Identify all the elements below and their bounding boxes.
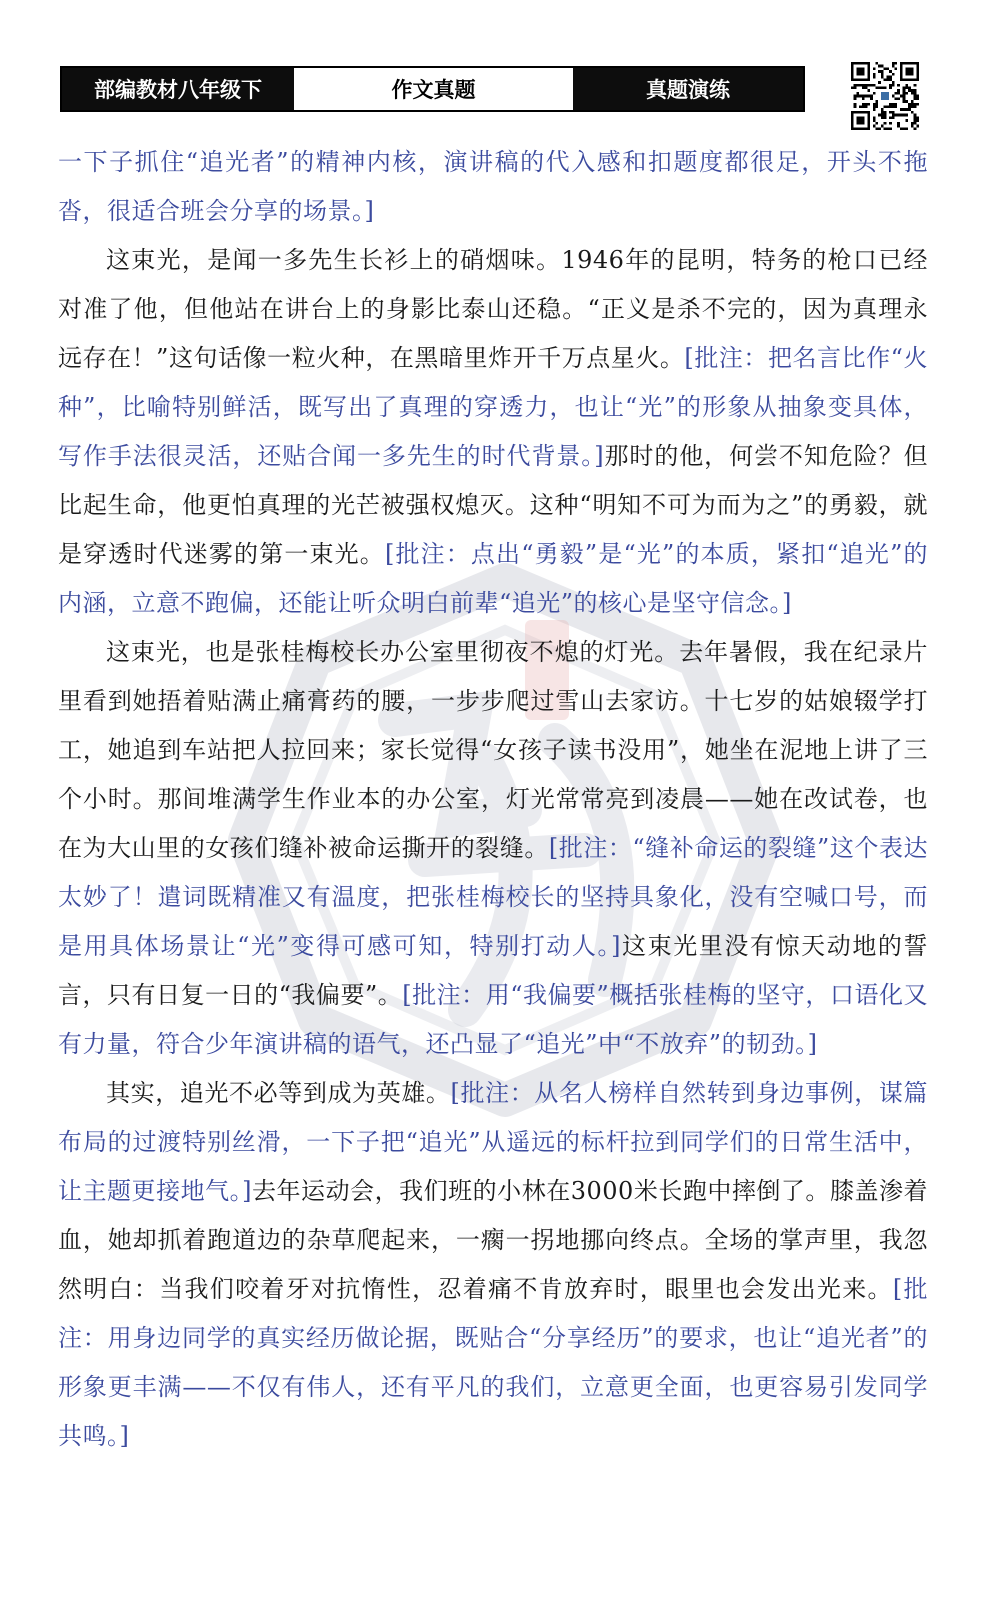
essay-paragraph bbox=[58, 138, 928, 236]
annotation-text: [批注：从名人榜样自然转到身边事例，谋篇布局的过渡特别丝滑，一下子把“追光”从遥远的标杆拉到同学们的日常生活中，让主题更接地气。] bbox=[58, 1079, 928, 1205]
essay-paragraph bbox=[58, 628, 928, 1069]
body-text: 这束光，是闻一多先生长衫上的硝烟味。1946年的昆明，特务的枪口已经对准了他，但他站在讲台上的身影比泰山还稳。“正义是杀不完的，因为真理永远存在！”这句话像一粒火种，在黑暗里炸开千万点星火。 bbox=[58, 246, 928, 372]
annotation-text: [批注：用“我偏要”概括张桂梅的坚守，口语化又有力量，符合少年演讲稿的语气，还凸显了“追光”中“不放弃”的韧劲。] bbox=[58, 981, 928, 1058]
header-grade-label: 部编教材八年级下 bbox=[62, 68, 294, 110]
annotation-text: [批注：点出“勇毅”是“光”的本质，紧扣“追光”的内涵，立意不跑偏，还能让听众明白前辈“追光”的核心是坚守信念。] bbox=[58, 540, 928, 617]
annotation-text: [批注：用身边同学的真实经历做论据，既贴合“分享经历”的要求，也让“追光者”的形象更丰满——不仅有伟人，还有平凡的我们，立意更全面，也更容易引发同学共鸣。] bbox=[58, 1275, 928, 1450]
header-section-title: 作文真题 bbox=[294, 68, 573, 110]
body-text: 其实，追光不必等到成为英雄。 bbox=[106, 1079, 451, 1107]
header-bar bbox=[60, 66, 805, 112]
essay-content bbox=[58, 138, 928, 1461]
body-text: 这束光里没有惊天动地的誓言，只有日复一日的“我偏要”。 bbox=[58, 932, 928, 1009]
annotation-text: 一下子抓住“追光者”的精神内核，演讲稿的代入感和扣题度都很足，开头不拖沓，很适合班会分享的场景。] bbox=[58, 148, 928, 225]
body-text: 这束光，也是张桂梅校长办公室里彻夜不熄的灯光。去年暑假，我在纪录片里看到她捂着贴满止痛膏药的腰，一步步爬过雪山去家访。十七岁的姑娘辍学打工，她追到车站把人拉回来；家长觉得“女孩子读书没用”，她坐在泥地上讲了三个小时。那间堆满学生作业本的办公室，灯光常常亮到凌晨——她在改试卷，也在为大山里的女孩们缝补被命运撕开的裂缝。 bbox=[58, 638, 928, 862]
essay-paragraph bbox=[58, 1069, 928, 1461]
body-text: 去年运动会，我们班的小林在3000米长跑中摔倒了。膝盖渗着血，她却抓着跑道边的杂草爬起来，一瘸一拐地挪向终点。全场的掌声里，我忽然明白：当我们咬着牙对抗惰性，忍着痛不肯放弃时，眼里也会发出光来。 bbox=[58, 1177, 928, 1303]
body-text: 那时的他，何尝不知危险？但比起生命，他更怕真理的光芒被强权熄灭。这种“明知不可为而为之”的勇毅，就是穿透时代迷雾的第一束光。 bbox=[58, 442, 928, 568]
header-practice-label: 真题演练 bbox=[573, 68, 803, 110]
annotation-text: [批注：把名言比作“火种”，比喻特别鲜活，既写出了真理的穿透力，也让“光”的形象从抽象变具体，写作手法很灵活，还贴合闻一多先生的时代背景。] bbox=[58, 344, 928, 470]
essay-paragraph bbox=[58, 236, 928, 628]
qr-code-icon bbox=[851, 62, 919, 130]
annotation-text: [批注：“缝补命运的裂缝”这个表达太妙了！遣词既精准又有温度，把张桂梅校长的坚持具象化，没有空喊口号，而是用具体场景让“光”变得可感可知，特别打动人。] bbox=[58, 834, 929, 960]
